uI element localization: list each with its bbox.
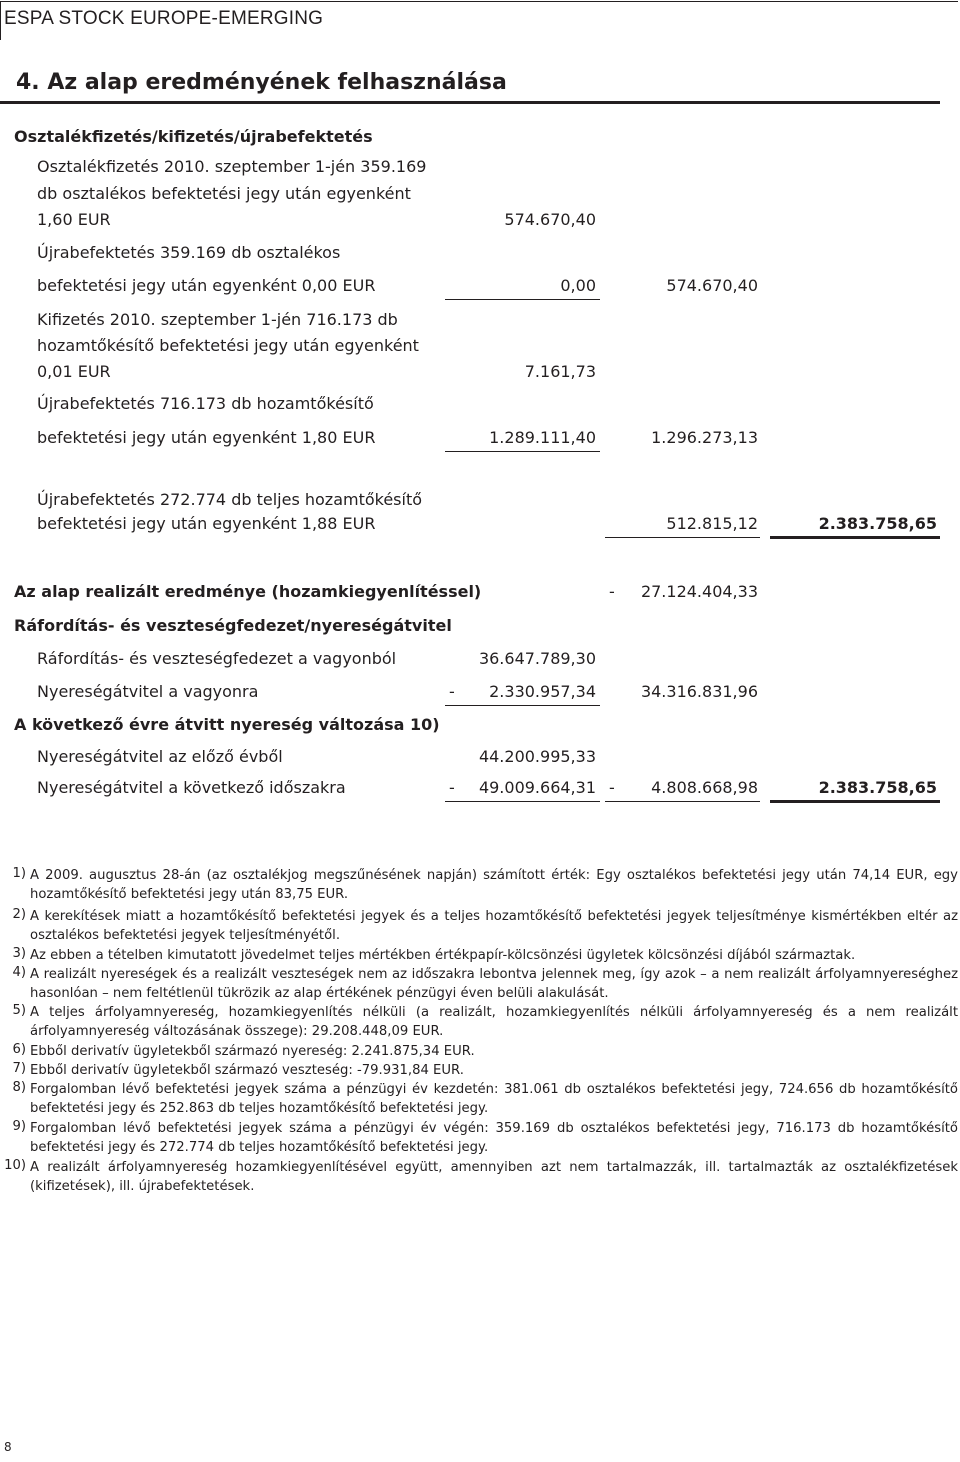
payout-text-3: 1,60 EUR [37, 210, 111, 229]
reinvest-text-1: Újrabefektetés 359.169 db osztalékos [37, 243, 341, 262]
carry-total-underline [770, 800, 940, 803]
expense-row2-label: Nyereségátvitel a vagyonra [37, 682, 259, 701]
footnote-text: A realizált nyereségek és a realizált veszteségek nem az időszakra lebontva jelennek meg, így azok – a nem realizált árfolyamnyereséghez hasonlóan – nem feltétlenül tükrözik az alap értékének pénzügyi éven belüli alakulását. [30, 967, 958, 1001]
dividend-total-underline [770, 536, 940, 539]
carry-row2-sign: - [449, 778, 455, 797]
page-number: 8 [4, 1440, 12, 1454]
footnote-text: Forgalomban lévő befektetési jegyek száma a pénzügyi év kezdetén: 381.061 db osztalékos befektetési jegy, 724.656 db hozamtőkésítő befektetési jegy és 252.863 db teljes hozamtőkésítő befektetési jegy. [30, 1082, 958, 1116]
footnote-text: Forgalomban lévő befektetési jegyek száma a pénzügyi év végén: 359.169 db osztalékos befektetési jegy, 716.173 db hozamtőkésítő befektetési jegy és 272.774 db teljes hozamtőkésítő befektetési jegy. [30, 1121, 958, 1155]
footnote-number: 8) [12, 1080, 26, 1095]
expense-row1-label: Ráfordítás- és veszteségfedezet a vagyonból [37, 649, 397, 668]
footnote-text: Ebből derivatív ügyletekből származó veszteség: -79.931,84 EUR. [30, 1063, 464, 1078]
carry-row2-total: 4.808.668,98 [651, 778, 758, 797]
footnote-text: A kerekítések miatt a hozamtőkésítő befektetési jegyek és a teljes hozamtőkésítő befektetési jegyek teljesítménye kismértékben eltér az osztalékos befektetési jegyek teljesítményétől. [30, 909, 958, 943]
footnote-number: 1) [12, 866, 26, 881]
footnote-number: 10) [4, 1158, 26, 1173]
realized-value: 27.124.404,33 [640, 582, 758, 601]
header-rule [0, 1, 958, 2]
carry-grand-total: 2.383.758,65 [818, 778, 937, 797]
carry-row2-value: 49.009.664,31 [478, 778, 596, 797]
reinvest2-text-1: Újrabefektetés 716.173 db hozamtőkésítő [37, 394, 374, 413]
reinvest3-text-1: Újrabefektetés 272.774 db teljes hozamtőkésítő [37, 490, 423, 509]
payout-text-2: db osztalékos befektetési jegy után egyenként [37, 184, 411, 203]
expense-row2-value: 2.330.957,34 [489, 682, 596, 701]
footnote-text: Ebből derivatív ügyletekből származó nyereség: 2.241.875,34 EUR. [30, 1044, 475, 1059]
footnote-number: 2) [12, 907, 26, 922]
footnote-number: 4) [12, 965, 26, 980]
expense-underline [445, 705, 600, 706]
carry-underline-2 [605, 801, 760, 802]
kifizetes-text-1: Kifizetés 2010. szeptember 1-jén 716.173 db [37, 310, 398, 329]
footnote-number: 5) [12, 1003, 26, 1018]
footnote-number: 7) [12, 1061, 26, 1076]
kifizetes-value: 7.161,73 [524, 362, 596, 381]
carry-row1-value: 44.200.995,33 [478, 747, 596, 766]
reinvest-total: 574.670,40 [666, 276, 758, 295]
section-title: 4. Az alap eredményének felhasználása [16, 70, 507, 95]
footnote-text: A realizált árfolyamnyereség hozamkiegyenlítésével együtt, amennyiben azt nem tartalmazzák, ill. tartalmazták az osztalékfizetések (kifizetések), ill. újrabefektetések. [30, 1160, 958, 1194]
reinvest-text-2: befektetési jegy után egyenként 0,00 EUR [37, 276, 376, 295]
footnote-number: 9) [12, 1119, 26, 1134]
carry-underline-1 [445, 801, 600, 802]
expense-row1-value: 36.647.789,30 [478, 649, 596, 668]
payout-text-1: Osztalékfizetés 2010. szeptember 1-jén 359.169 [37, 157, 427, 176]
footnote-text: A teljes árfolyamnyereség, hozamkiegyenlítés nélküli (a realizált, hozamkiegyenlítés nélküli árfolyamnyereség és a nem realizált árfolyamnyereség változásának összege): 29.208.448,09 EUR. [30, 1005, 958, 1039]
header-rule-left [0, 1, 1, 40]
kifizetes-text-2: hozamtőkésítő befektetési jegy után egyenként [37, 336, 419, 355]
reinvest3-text-2: befektetési jegy után egyenként 1,88 EUR [37, 514, 376, 533]
carry-row2-total-sign: - [609, 778, 615, 797]
carry-heading: A következő évre átvitt nyereség változása 10) [14, 715, 440, 734]
section-title-rule [0, 101, 940, 104]
reinvest2-text-2: befektetési jegy után egyenként 1,80 EUR [37, 428, 376, 447]
fund-title: ESPA STOCK EUROPE-EMERGING [4, 8, 324, 29]
reinvest-value: 0,00 [560, 276, 596, 295]
footnote-number: 3) [12, 946, 26, 961]
footnote-text: A 2009. augusztus 28-án (az osztalékjog megszűnésének napján) számított érték: Egy osztalékos befektetési jegy után 74,14 EUR, egy hozamtőkésítő befektetési jegy után 83,75 EUR. [30, 868, 958, 902]
carry-row2-label: Nyereségátvitel a következő időszakra [37, 778, 346, 797]
expense-row2-total: 34.316.831,96 [640, 682, 758, 701]
dividend-heading: Osztalékfizetés/kifizetés/újrabefektetés [14, 127, 373, 146]
kifizetes-text-3: 0,01 EUR [37, 362, 111, 381]
reinvest-underline [445, 299, 600, 300]
payout-value: 574.670,40 [504, 210, 596, 229]
expense-row2-sign: - [449, 682, 455, 701]
expense-heading: Ráfordítás- és veszteségfedezet/nyereségátvitel [14, 616, 452, 635]
footnote-number: 6) [12, 1042, 26, 1057]
footnote-text: Az ebben a tételben kimutatott jövedelmet teljes mértékben értékpapír-kölcsönzési ügyletek kölcsönzési díjából származtak. [30, 948, 856, 963]
carry-row1-label: Nyereségátvitel az előző évből [37, 747, 283, 766]
reinvest2-underline [445, 451, 600, 452]
realized-sign: - [609, 582, 615, 601]
realized-label: Az alap realizált eredménye (hozamkiegyenlítéssel) [14, 582, 482, 601]
reinvest3-underline [605, 537, 760, 538]
reinvest2-total: 1.296.273,13 [651, 428, 758, 447]
dividend-grand-total: 2.383.758,65 [818, 514, 937, 533]
reinvest2-value: 1.289.111,40 [489, 428, 596, 447]
reinvest3-value: 512.815,12 [666, 514, 758, 533]
